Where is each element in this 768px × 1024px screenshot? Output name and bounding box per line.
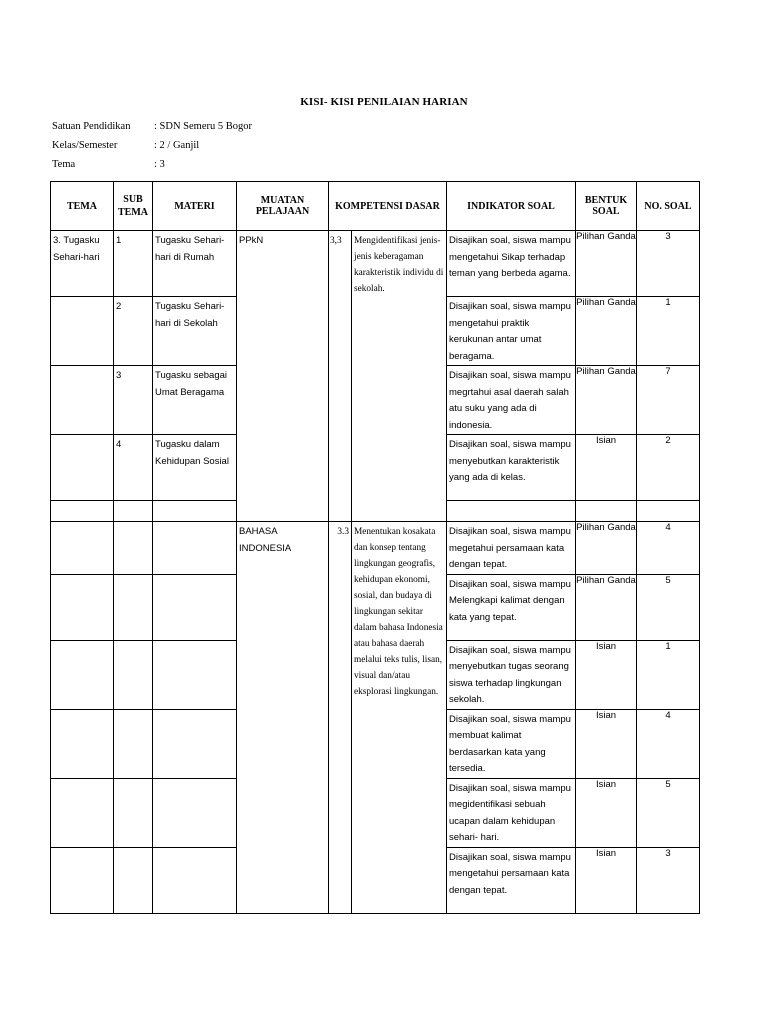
meta-value: : 2 / Ganjil <box>154 140 200 151</box>
indikator-cell <box>447 778 576 847</box>
kd-text: Mengidentifikasi jenis-jenis keberagaman karakteristik individu di sekolah. <box>354 236 444 294</box>
materi-text: Tugasku dalam Kehidupan Sosial <box>155 439 229 467</box>
sub-cell <box>114 366 153 435</box>
sub-text: 4 <box>116 439 122 450</box>
header-tema: TEMA <box>51 182 114 231</box>
indikator-text: Disajikan soal, siswa mampu mengetahui Sikap terhadap teman yang berbeda agama. <box>449 235 571 279</box>
materi-cell <box>153 640 237 709</box>
sub-text: 3 <box>116 370 122 381</box>
meta-label: Tema <box>52 159 76 170</box>
table-row <box>51 522 700 575</box>
indikator-cell <box>447 366 576 435</box>
sub-text: 1 <box>116 235 122 246</box>
header-kd: KOMPETENSI DASAR <box>329 182 447 231</box>
indikator-text: Disajikan soal, siswa mampu Melengkapi kalimat dengan kata yang tepat. <box>449 578 571 623</box>
indikator-text: Disajikan soal, siswa mampu mengetahui persamaan kata dengan tepat. <box>449 851 571 896</box>
muatan-text: BAHASA INDONESIA <box>239 526 292 554</box>
empty-cell <box>114 501 153 522</box>
indikator-text: Disajikan soal, siswa mampu megrtahui asal daerah salah atu suku yang ada di indonesia. <box>449 370 571 431</box>
no-cell: 1 <box>637 640 700 709</box>
materi-cell <box>153 522 237 575</box>
sub-cell <box>114 574 153 640</box>
bentuk-cell: Pilihan Ganda <box>576 297 637 366</box>
tema-cell <box>51 522 114 575</box>
tema-cell <box>51 231 114 297</box>
sub-cell <box>114 522 153 575</box>
kd-number-cell <box>329 231 352 522</box>
materi-cell <box>153 435 237 501</box>
kd-text: Menentukan kosakata dan konsep tentang lingkungan geografis, kehidupan ekonomi, sosial, dan budaya di lingkungan sekitar dalam bahasa Indonesia atau bahasa daerah melalui teks tulis, lisan, visual dan/atau eksplorasi lingkungan. <box>354 527 443 697</box>
bentuk-cell: Isian <box>576 778 637 847</box>
indikator-cell <box>447 847 576 913</box>
header-muatan: MUATAN PELAJAAN <box>237 182 329 231</box>
materi-cell <box>153 231 237 297</box>
materi-cell <box>153 847 237 913</box>
muatan-cell <box>237 231 329 522</box>
indikator-cell <box>447 574 576 640</box>
indikator-cell <box>447 640 576 709</box>
header-bentuk: BENTUK SOAL <box>576 182 637 231</box>
materi-text: Tugasku Sehari-hari di Rumah <box>155 235 225 263</box>
sub-cell <box>114 640 153 709</box>
tema-cell <box>51 574 114 640</box>
kd-text-cell <box>352 231 447 522</box>
kisi-table <box>50 181 700 914</box>
indikator-text: Disajikan soal, siswa mampu megidentifikasi sebuah ucapan dalam kehidupan sehari- hari. <box>449 782 571 843</box>
bentuk-cell: Pilihan Ganda <box>576 366 637 435</box>
sub-cell <box>114 231 153 297</box>
tema-cell <box>51 778 114 847</box>
header-indikator: INDIKATOR SOAL <box>447 182 576 231</box>
no-cell: 5 <box>637 574 700 640</box>
header-sub-line1: SUB <box>123 194 143 205</box>
indikator-text: Disajikan soal, siswa mampu mengetahui praktik kerukunan antar umat beragama. <box>449 301 571 362</box>
no-cell: 3 <box>637 231 700 297</box>
empty-cell <box>51 501 114 522</box>
no-cell: 1 <box>637 297 700 366</box>
sub-text: 2 <box>116 301 122 312</box>
meta-value: : 3 <box>154 159 165 170</box>
sub-cell <box>114 709 153 778</box>
indikator-cell <box>447 435 576 501</box>
meta-value: : SDN Semeru 5 Bogor <box>154 121 252 132</box>
kd-number-cell <box>329 522 352 914</box>
tema-text: 3. Tugasku Sehari-hari <box>53 235 100 263</box>
no-cell: 4 <box>637 709 700 778</box>
bentuk-cell: Pilihan Ganda <box>576 522 637 575</box>
materi-cell <box>153 366 237 435</box>
indikator-text: Disajikan soal, siswa mampu megetahui persamaan kata dengan tepat. <box>449 526 571 570</box>
meta-row-kelas <box>52 136 252 155</box>
table-header-row <box>51 182 700 231</box>
indikator-text: Disajikan soal, siswa mampu menyebutkan tugas seorang siswa terhadap lingkungan sekolah. <box>449 644 571 705</box>
empty-cell <box>637 501 700 522</box>
indikator-text: Disajikan soal, siswa mampu membuat kalimat berdasarkan kata yang tersedia. <box>449 713 571 774</box>
tema-cell <box>51 366 114 435</box>
header-materi: MATERI <box>153 182 237 231</box>
bentuk-cell: Isian <box>576 435 637 501</box>
empty-cell <box>447 501 576 522</box>
no-cell: 7 <box>637 366 700 435</box>
kd-number: 3.3 <box>337 527 349 537</box>
tema-cell <box>51 435 114 501</box>
materi-text: Tugasku sebagai Umat Beragama <box>155 370 228 398</box>
materi-cell <box>153 778 237 847</box>
materi-cell <box>153 574 237 640</box>
no-cell: 2 <box>637 435 700 501</box>
muatan-text: PPkN <box>239 235 264 246</box>
table-row <box>51 231 700 297</box>
tema-cell <box>51 847 114 913</box>
indikator-cell <box>447 709 576 778</box>
bentuk-cell: Isian <box>576 709 637 778</box>
indikator-text: Disajikan soal, siswa mampu menyebutkan karakteristik yang ada di kelas. <box>449 439 571 483</box>
header-sub-line2: TEMA <box>118 207 148 218</box>
empty-cell <box>576 501 637 522</box>
sub-cell <box>114 778 153 847</box>
tema-cell <box>51 640 114 709</box>
tema-cell <box>51 709 114 778</box>
meta-row-tema <box>52 155 252 174</box>
meta-label: Kelas/Semester <box>52 140 118 151</box>
meta-label: Satuan Pendidikan <box>52 121 131 132</box>
bentuk-cell: Isian <box>576 640 637 709</box>
indikator-cell <box>447 297 576 366</box>
kd-text-cell <box>352 522 447 914</box>
meta-row-satuan <box>52 117 252 136</box>
muatan-cell <box>237 522 329 914</box>
no-cell: 3 <box>637 847 700 913</box>
materi-text: Tugasku Sehari-hari di Sekolah <box>155 301 225 329</box>
header-no: NO. SOAL <box>637 182 700 231</box>
document-meta <box>52 117 252 174</box>
no-cell: 4 <box>637 522 700 575</box>
bentuk-cell: Isian <box>576 847 637 913</box>
indikator-cell <box>447 522 576 575</box>
tema-cell <box>51 297 114 366</box>
document-title: KISI- KISI PENILAIAN HARIAN <box>300 96 468 108</box>
sub-cell <box>114 435 153 501</box>
bentuk-cell: Pilihan Ganda <box>576 574 637 640</box>
sub-cell <box>114 847 153 913</box>
no-cell: 5 <box>637 778 700 847</box>
indikator-cell <box>447 231 576 297</box>
sub-cell <box>114 297 153 366</box>
empty-cell <box>153 501 237 522</box>
header-sub-tema <box>114 182 153 231</box>
bentuk-cell: Pilihan Ganda <box>576 231 637 297</box>
materi-cell <box>153 297 237 366</box>
kd-number: 3,3 <box>330 236 342 246</box>
materi-cell <box>153 709 237 778</box>
